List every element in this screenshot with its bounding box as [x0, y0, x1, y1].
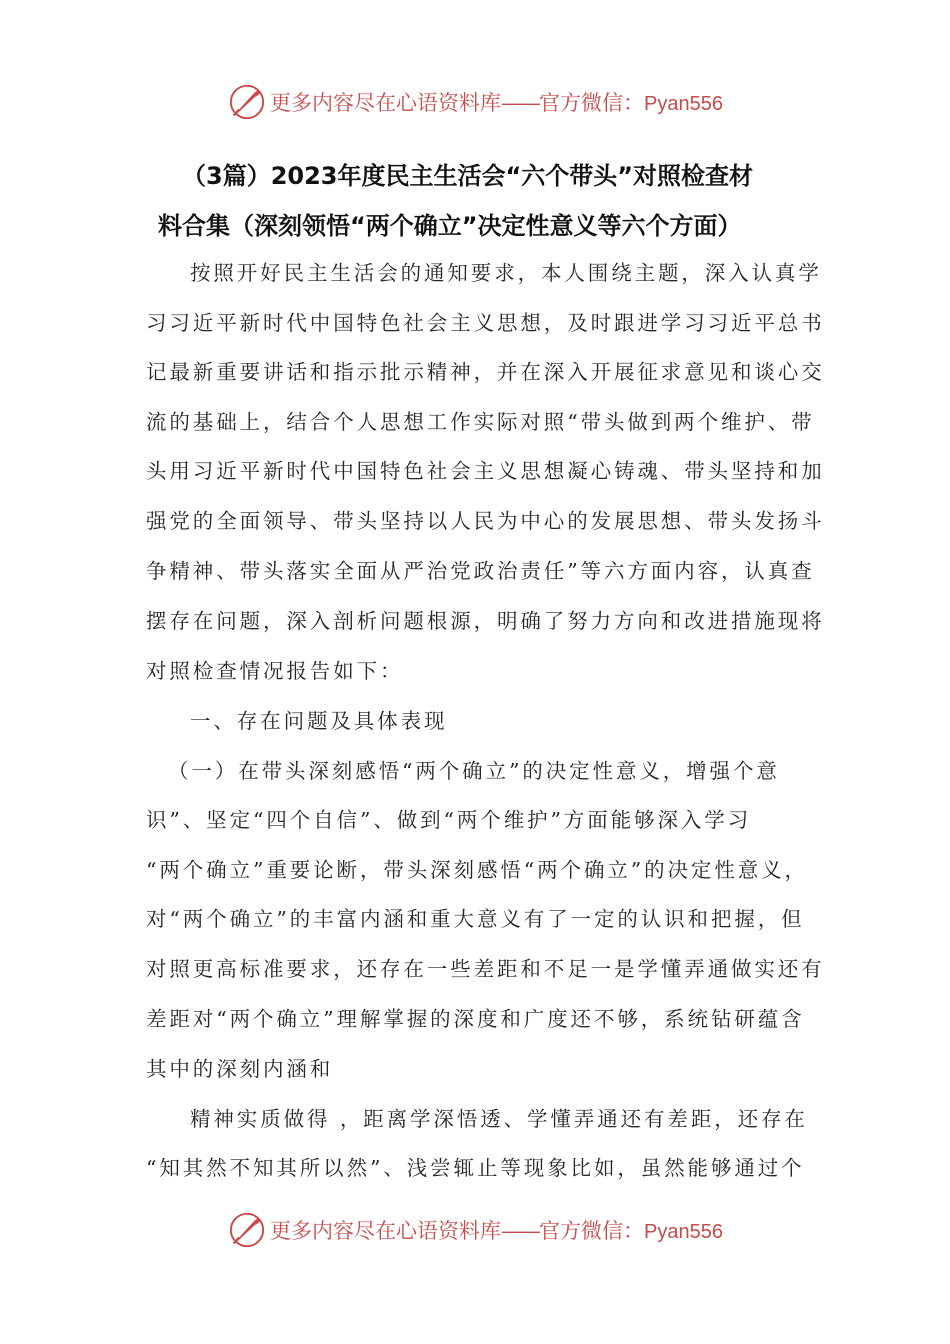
section-heading: 一、存在问题及具体表现 [190, 709, 448, 733]
quill-pen-logo-icon [228, 1211, 266, 1249]
body-line: 对照更高标准要求，还存在一些差距和不足一是学懂弄通做实还有 [146, 957, 825, 981]
document-title-line-2: 料合集（深刻领悟“两个确立”决定性意义等六个方面） [158, 212, 742, 240]
quill-pen-logo-icon [228, 83, 266, 121]
body-line: 识”、坚定“四个自信”、做到“两个维护”方面能够深入学习 [146, 808, 752, 832]
banner-text: 更多内容尽在心语资料库——官方微信：Pyan556 [270, 91, 723, 115]
body-line: 对照检查情况报告如下： [146, 659, 404, 683]
banner-text: 更多内容尽在心语资料库——官方微信：Pyan556 [270, 1219, 723, 1243]
body-line: “知其然不知其所以然”、浅尝辄止等现象比如，虽然能够通过个 [146, 1156, 805, 1180]
body-line: 头用习近平新时代中国特色社会主义思想凝心铸魂、带头坚持和加 [146, 459, 825, 483]
body-line: 流的基础上，结合个人思想工作实际对照“带头做到两个维护、带 [146, 410, 815, 434]
body-line: 习习近平新时代中国特色社会主义思想，及时跟进学习习近平总书 [146, 311, 825, 335]
body-line: 争精神、带头落实全面从严治党政治责任”等六方面内容，认真查 [146, 559, 815, 583]
body-line: 精神实质做得 ，距离学深悟透、学懂弄通还有差距，还存在 [190, 1107, 808, 1131]
body-line: （一）在带头深刻感悟“两个确立”的决定性意义，增强个意 [168, 759, 780, 783]
header-banner [228, 82, 748, 122]
body-line: “两个确立”重要论断，带头深刻感悟“两个确立”的决定性意义， [146, 858, 808, 882]
body-line: 摆存在问题，深入剖析问题根源，明确了努力方向和改进措施现将 [146, 609, 825, 633]
body-line: 差距对“两个确立”理解掌握的深度和广度还不够，系统钻研蕴含 [146, 1007, 805, 1031]
body-line: 记最新重要讲话和指示批示精神，并在深入开展征求意见和谈心交 [146, 360, 825, 384]
footer-banner [228, 1210, 748, 1250]
body-line: 强党的全面领导、带头坚持以人民为中心的发展思想、带头发扬斗 [146, 509, 825, 533]
body-line: 其中的深刻内涵和 [146, 1057, 334, 1081]
body-line: 对“两个确立”的丰富内涵和重大意义有了一定的认识和把握，但 [146, 907, 805, 931]
document-title-line-1: （3篇）2023年度民主生活会“六个带头”对照检查材 [182, 162, 754, 190]
body-line: 按照开好民主生活会的通知要求，本人围绕主题，深入认真学 [190, 261, 822, 285]
